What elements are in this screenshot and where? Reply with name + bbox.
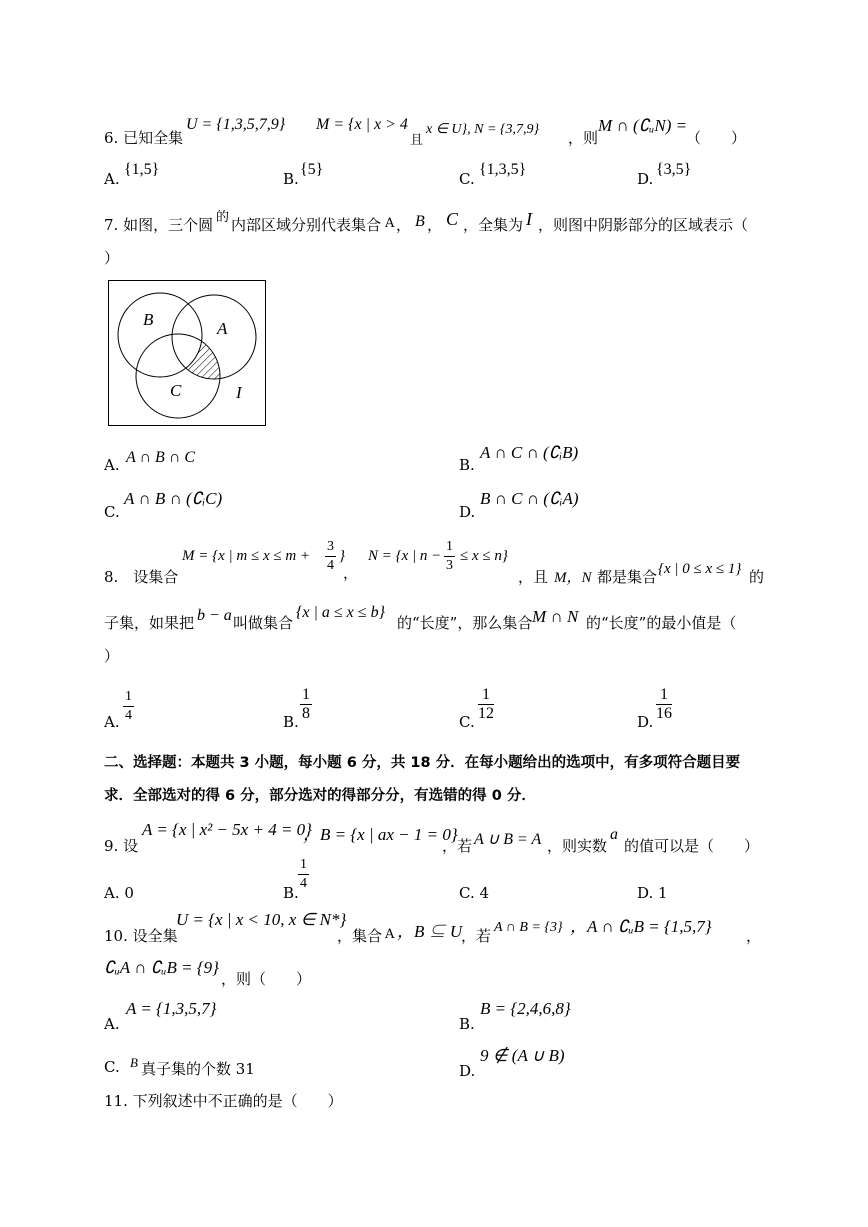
q10-option-d-value: 9 ∉ (A ∪ B) bbox=[480, 1046, 565, 1065]
q9-set-b: ，B = {x | ax − 1 = 0} bbox=[303, 825, 458, 844]
q10-cond-2: ，A ∩ ∁ᵤB = {1,5,7} bbox=[570, 917, 712, 936]
q8-prefix: 8. 设集合 bbox=[104, 568, 179, 586]
q10-cond-1: A ∩ B = {3} bbox=[494, 920, 563, 935]
q10-set-a: A bbox=[385, 927, 395, 942]
q8-set-n: N = {x | n − bbox=[368, 548, 442, 564]
q9-end: 的值可以是（ ） bbox=[624, 837, 760, 855]
q8-de: 的 bbox=[749, 568, 765, 586]
q8-m-cap-n: M ∩ N bbox=[532, 607, 579, 626]
q10-option-c-var: B bbox=[130, 1055, 138, 1070]
q7-line2: ） bbox=[104, 249, 120, 267]
q10-ze: ，则（ ） bbox=[221, 970, 312, 988]
q6-option-c-value: {1,3,5} bbox=[479, 161, 527, 178]
q7-option-b-value: A ∩ C ∩ (∁ᵢB) bbox=[480, 443, 579, 462]
q8-line2-end: 的“长度”的最小值是（ bbox=[586, 614, 737, 632]
q8-m-fraction: $\frac{3}{4}$ bbox=[327, 539, 334, 573]
q6-option-b-label: B. bbox=[283, 170, 299, 188]
q8-option-c-fraction: $\frac{1}{12}$ bbox=[478, 686, 494, 722]
q8-set-ab: {x | a ≤ x ≤ b} bbox=[296, 604, 385, 621]
q8-line2-start: 子集，如果把 bbox=[104, 614, 195, 632]
q8-line3: ） bbox=[104, 647, 120, 665]
q10-comma: ， bbox=[746, 927, 762, 945]
q10-option-b-value: B = {2,4,6,8} bbox=[480, 999, 571, 1018]
q7-set-c: C bbox=[446, 209, 459, 229]
q6-option-b-value: {5} bbox=[300, 161, 324, 178]
q9-condition: A ∪ B = A bbox=[474, 831, 542, 848]
q8-line2-mid2: 的“长度”，那么集合 bbox=[397, 614, 533, 632]
q8-option-d-label: D. bbox=[637, 713, 654, 731]
q8-mn: M，N bbox=[554, 570, 592, 586]
q7-option-a-value: A ∩ B ∩ C bbox=[126, 449, 196, 466]
q6-option-a-label: A. bbox=[104, 170, 120, 188]
q7-quanji: ，全集为 bbox=[463, 216, 524, 234]
venn-label-i: I bbox=[236, 383, 242, 402]
q7-option-a-label: A. bbox=[104, 456, 120, 474]
q8-option-b-fraction: $\frac{1}{8}$ bbox=[302, 686, 310, 722]
q7-option-c-label: C. bbox=[104, 503, 120, 521]
venn-label-b: B bbox=[143, 310, 154, 329]
q10-line2: ∁ᵤA ∩ ∁ᵤB = {9} bbox=[104, 958, 219, 977]
q8-set-m-end: } bbox=[339, 548, 345, 564]
q9-prefix: 9. 设 bbox=[104, 837, 139, 855]
q10-option-b-label: B. bbox=[459, 1015, 475, 1033]
q9-rest: ，则实数 bbox=[547, 837, 608, 855]
q10-jihe: ，集合 bbox=[337, 927, 383, 945]
q6-option-d-label: D. bbox=[637, 170, 654, 188]
q10-set-u: U = {x | x < 10, x ∈ N*} bbox=[176, 910, 347, 929]
q6-option-c-label: C. bbox=[459, 170, 475, 188]
q7-line1-end: ，则图中阴影部分的区域表示（ bbox=[538, 216, 749, 234]
q7-set-a: A bbox=[385, 216, 395, 231]
q9-option-a: A. 0 bbox=[104, 884, 134, 902]
q10-prefix: 10. 设全集 bbox=[104, 927, 178, 945]
q9-option-d: D. 1 bbox=[637, 884, 668, 902]
q9-option-c: C. 4 bbox=[459, 884, 490, 902]
q6-option-d-value: {3,5} bbox=[656, 161, 692, 178]
q8-mid2: 都是集合 bbox=[597, 568, 658, 586]
q8-option-a-fraction: $\frac{1}{4}$ bbox=[125, 689, 132, 723]
q9-option-b-fraction: $\frac{1}{4}$ bbox=[300, 857, 307, 891]
q10-b-subset-u: ，B ⊆ U bbox=[397, 922, 463, 941]
q6-set-m-end: x ∈ U}, N = {3,7,9} bbox=[426, 122, 540, 137]
venn-label-a: A bbox=[217, 319, 228, 338]
q7-option-b-label: B. bbox=[459, 456, 475, 474]
q8-set-01: {x | 0 ≤ x ≤ 1} bbox=[658, 561, 742, 577]
q7-de: 的 bbox=[216, 210, 230, 225]
q6-set-m: M = {x | x > 4 bbox=[316, 116, 408, 133]
q10-option-a-label: A. bbox=[104, 1015, 120, 1033]
q7-line1-start: 7. 如图，三个圆 bbox=[104, 216, 214, 234]
q9-ruo: ，若 bbox=[442, 837, 473, 855]
q7-set-b: B bbox=[415, 213, 425, 230]
q8-mid: ，且 bbox=[518, 568, 549, 586]
q6-expression: M ∩ (∁ᵤN) = bbox=[598, 116, 688, 135]
q9-var-a: a bbox=[610, 826, 618, 843]
q10-ruo: ，若 bbox=[461, 927, 492, 945]
q8-n-fraction: $\frac{1}{3}$ bbox=[446, 539, 453, 573]
q8-option-a-label: A. bbox=[104, 713, 120, 731]
q7-option-d-value: B ∩ C ∩ (∁ᵢA) bbox=[480, 489, 579, 508]
q8-option-d-fraction: $\frac{1}{16}$ bbox=[656, 686, 672, 722]
q8-option-b-label: B. bbox=[283, 713, 299, 731]
q7-option-d-label: D. bbox=[459, 503, 476, 521]
q6-answer-paren: （ ） bbox=[686, 129, 747, 147]
q8-set-n-end: ≤ x ≤ n} bbox=[460, 548, 508, 564]
q8-line2-mid: 叫做集合 bbox=[233, 614, 294, 632]
q8-option-c-label: C. bbox=[459, 713, 475, 731]
venn-diagram bbox=[108, 280, 266, 426]
q9-set-a: A = {x | x² − 5x + 4 = 0} bbox=[142, 820, 312, 839]
q11-text: 11. 下列叙述中不正确的是（ ） bbox=[104, 1092, 343, 1110]
q6-ze: ，则 bbox=[568, 129, 599, 147]
q7-option-c-value: A ∩ B ∩ (∁ᵢC) bbox=[124, 489, 223, 508]
q6-qie: 且 bbox=[410, 133, 424, 148]
q7-set-i: I bbox=[526, 209, 532, 229]
q8-b-minus-a: b − a bbox=[197, 607, 232, 624]
q6-option-a-value: {1,5} bbox=[124, 161, 160, 178]
q10-option-c-label: C. bbox=[104, 1058, 120, 1076]
q8-set-m: M = {x | m ≤ x ≤ m + bbox=[182, 548, 311, 564]
q7-line1-mid: 内部区域分别代表集合 bbox=[231, 216, 382, 234]
venn-label-c: C bbox=[170, 381, 182, 400]
q10-option-a-value: A = {1,3,5,7} bbox=[126, 999, 217, 1018]
q6-set-u: U = {1,3,5,7,9} bbox=[186, 116, 286, 133]
section-2-line2: 求．全部选对的得 6 分，部分选对的得部分分，有选错的得 0 分． bbox=[104, 788, 536, 804]
section-2-line1: 二、选择题：本题共 3 小题，每小题 6 分，共 18 分．在每小题给出的选项中，有多项符合题目要 bbox=[104, 755, 741, 771]
q10-option-c-rest: 真子集的个数 31 bbox=[141, 1060, 255, 1078]
q9-option-b-label: B. bbox=[283, 884, 299, 902]
q10-option-d-label: D. bbox=[459, 1062, 476, 1080]
q6-prefix: 6. 已知全集 bbox=[104, 129, 184, 147]
